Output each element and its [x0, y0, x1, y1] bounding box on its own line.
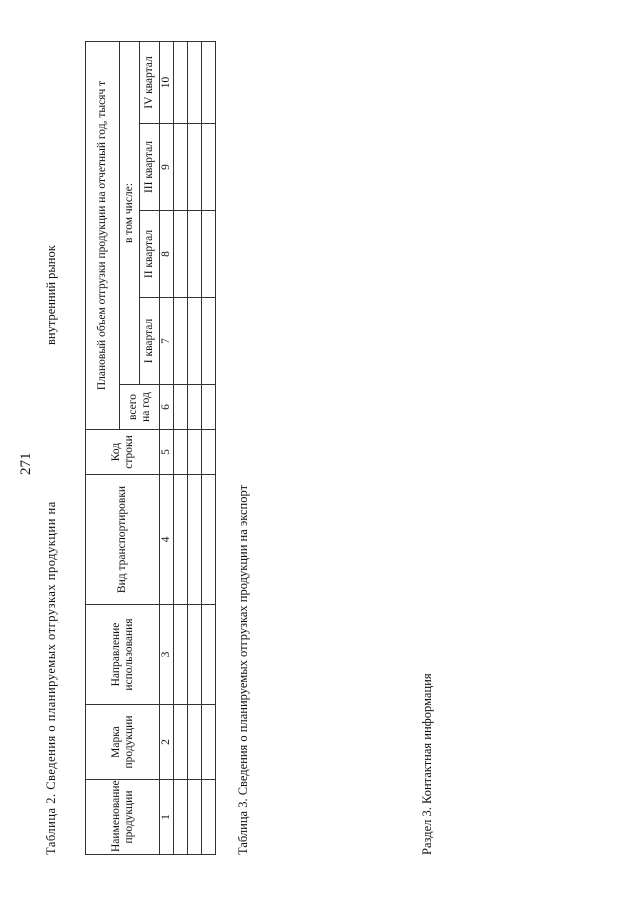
table-cell[interactable] [188, 605, 202, 705]
t2-num: 9 [160, 124, 174, 211]
page-number: 271 [18, 452, 34, 475]
table-cell[interactable] [188, 475, 202, 605]
table-cell[interactable] [202, 705, 216, 780]
table-cell[interactable] [174, 430, 188, 475]
t2-num: 2 [160, 705, 174, 780]
table-cell[interactable] [174, 780, 188, 855]
t2-head-transport: Вид транспортировки [86, 475, 160, 605]
table-cell[interactable] [174, 124, 188, 211]
table-cell[interactable] [188, 705, 202, 780]
table-cell[interactable] [188, 211, 202, 298]
table-cell[interactable] [188, 41, 202, 123]
table-row [174, 41, 188, 854]
t2-head-direction: Направление использования [86, 605, 160, 705]
table-cell[interactable] [202, 298, 216, 385]
table-cell[interactable] [188, 430, 202, 475]
t2-head-q2: II квартал [140, 211, 160, 298]
table-cell[interactable] [202, 41, 216, 123]
table3-caption: Таблица 3. Сведения о планируемых отгрузках продукции на экспорт [236, 484, 250, 855]
table-cell[interactable] [174, 298, 188, 385]
table2 [85, 41, 216, 855]
table-cell[interactable] [174, 605, 188, 705]
t2-head-brand: Марка продукции [86, 705, 160, 780]
t2-head-q1: I квартал [140, 298, 160, 385]
t2-num: 4 [160, 475, 174, 605]
t2-head-code: Код строки [86, 430, 160, 475]
table-cell[interactable] [188, 780, 202, 855]
table-cell[interactable] [188, 298, 202, 385]
t2-head-plan: Плановый объем отгрузки продукции на отчетный год, тысяч т [86, 41, 120, 429]
section3-caption: Раздел 3. Контактная информация [420, 673, 434, 855]
table-cell[interactable] [188, 385, 202, 430]
t2-num: 3 [160, 605, 174, 705]
t2-num: 5 [160, 430, 174, 475]
table-cell[interactable] [174, 211, 188, 298]
t2-head-q4: IV квартал [140, 41, 160, 123]
table-row [188, 41, 202, 854]
table-row [202, 41, 216, 854]
table-cell[interactable] [202, 211, 216, 298]
table-cell[interactable] [202, 605, 216, 705]
table-cell[interactable] [174, 41, 188, 123]
t2-num: 7 [160, 298, 174, 385]
table-cell[interactable] [174, 475, 188, 605]
t2-num: 6 [160, 385, 174, 430]
table2-caption: Таблица 2. Сведения о планируемых отгрузках продукции на [44, 501, 58, 855]
table-cell[interactable] [188, 124, 202, 211]
table-cell[interactable] [202, 430, 216, 475]
table2-caption-tail: внутренний рынок [44, 245, 58, 345]
table-cell[interactable] [174, 385, 188, 430]
table-cell[interactable] [202, 780, 216, 855]
table-cell[interactable] [202, 475, 216, 605]
t2-head-name: Наименование продукции [86, 780, 160, 855]
t2-head-total: всего на год [120, 385, 160, 430]
t2-head-incl: в том числе: [120, 41, 140, 384]
t2-num: 1 [160, 780, 174, 855]
table-cell[interactable] [174, 705, 188, 780]
table-cell[interactable] [202, 124, 216, 211]
table-cell[interactable] [202, 385, 216, 430]
t2-num: 8 [160, 211, 174, 298]
t2-head-q3: III квартал [140, 124, 160, 211]
t2-num: 10 [160, 41, 174, 123]
